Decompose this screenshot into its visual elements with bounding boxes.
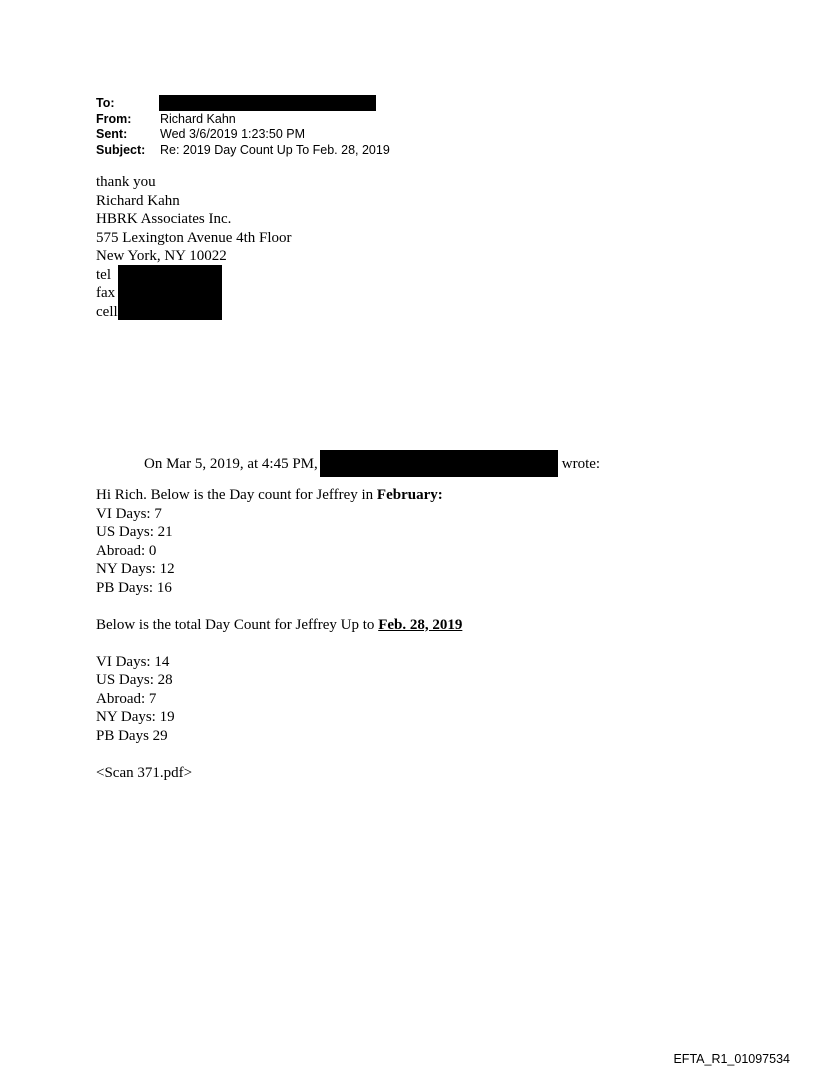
- reply-signature: [96, 173, 292, 321]
- total-count-item: Abroad: 7: [96, 690, 157, 707]
- sent-value: Wed 3/6/2019 1:23:50 PM: [160, 127, 306, 141]
- attachment-reference: <Scan 371.pdf>: [96, 764, 193, 781]
- spacer: [96, 745, 462, 764]
- quote-intro-prefix: On Mar 5, 2019, at 4:45 PM,: [144, 456, 318, 472]
- february-count-item: Abroad: 0: [96, 542, 157, 559]
- total-count-item: PB Days 29: [96, 727, 168, 744]
- subject-label: Subject:: [96, 142, 146, 157]
- spacer: [96, 634, 462, 653]
- spacer: [96, 597, 462, 616]
- reply-greeting: thank you: [96, 174, 156, 190]
- total-count-item: NY Days: 19: [96, 709, 175, 725]
- signature-tel: tel: [96, 266, 111, 283]
- total-intro-text: Below is the total Day Count for Jeffrey Up to: [96, 616, 379, 633]
- subject-value: Re: 2019 Day Count Up To Feb. 28, 2019: [160, 142, 390, 157]
- quote-intro-suffix: wrote:: [561, 456, 601, 472]
- february-count-item: VI Days: 7: [96, 505, 162, 522]
- from-value: Richard Kahn: [160, 111, 236, 126]
- signature-name: Richard Kahn: [96, 192, 180, 209]
- to-label: To:: [96, 96, 115, 110]
- february-count-item: NY Days: 12: [96, 561, 175, 577]
- february-count-item: US Days: 21: [96, 524, 173, 540]
- signature-fax: fax: [96, 285, 116, 301]
- signature-address-line-2: New York, NY 10022: [96, 248, 227, 264]
- signature-company: HBRK Associates Inc.: [96, 211, 232, 227]
- total-count-item: VI Days: 14: [96, 653, 170, 670]
- redacted-recipient: [159, 95, 376, 111]
- sent-label: Sent:: [96, 127, 128, 141]
- redacted-sender: [320, 450, 558, 477]
- quoted-opening: [96, 486, 462, 505]
- from-label: From:: [96, 111, 132, 126]
- quoted-message-body: [96, 486, 462, 782]
- signature-address-line-1: 575 Lexington Avenue 4th Floor: [96, 229, 292, 246]
- quoted-opening-text: Hi Rich. Below is the Day count for Jeffrey in: [96, 487, 377, 503]
- total-intro: [96, 616, 462, 635]
- redacted-contact-numbers: [118, 265, 222, 320]
- total-date: Feb. 28, 2019: [378, 616, 463, 633]
- document-id: EFTA_R1_01097534: [673, 1052, 790, 1066]
- february-count-item: PB Days: 16: [96, 579, 172, 596]
- quoted-message-intro: [144, 450, 600, 477]
- quoted-opening-month: February:: [376, 487, 443, 503]
- signature-cell: cell: [96, 303, 118, 320]
- total-count-item: US Days: 28: [96, 672, 173, 688]
